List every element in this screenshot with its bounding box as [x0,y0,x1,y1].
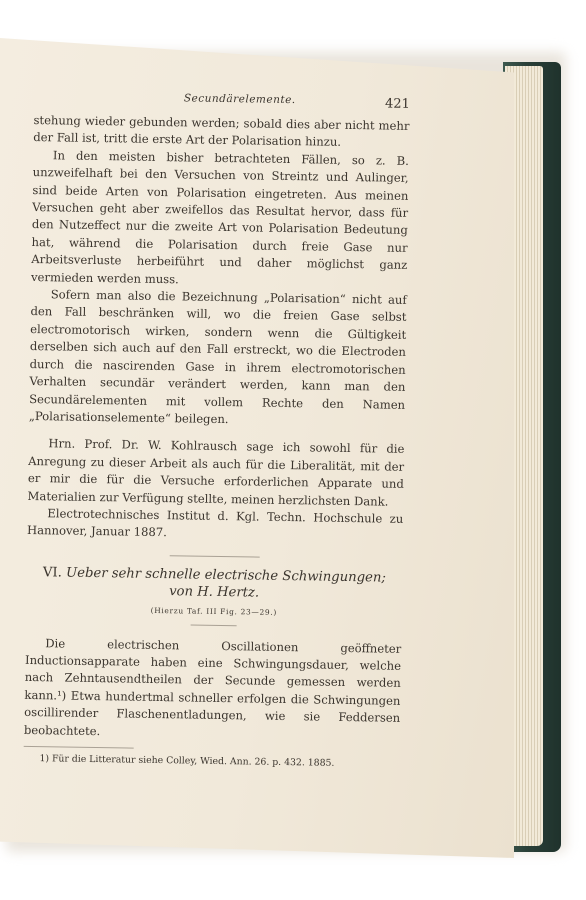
section-author: von H. Hertz. [169,583,260,601]
section-paragraph: Die electrischen Oscillationen geöffneter Inductionsapparate haben eine Schwingungsdauer, welche nach Zehntausendtheilen der Secunde gemessen werden kann.¹) Etwa hundertmal schneller erfolgen die Schwingungen oscillirender Flaschenentladungen, wie sie Feddersen beobachtete. [23,635,402,738]
section-subseparator [191,624,237,626]
running-head: Secundärelemente. [183,92,296,107]
paragraph-1: stehung wieder gebunden werden; sobald dies aber nicht mehr der Fall ist, tritt die erste Art der Polarisation hinzu. [33,112,410,150]
section-title-text: Ueber sehr schnelle electrische Schwingungen; [65,565,386,586]
section-number: VI. [42,564,63,581]
institution-line: Electrotechnisches Institut d. Kgl. Techn. Hochschule zu Hannover, Januar 1887. [26,506,404,540]
footnote-rule [24,746,134,749]
paragraph-3: Sofern man also die Bezeichnung „Polarisation“ nicht auf den Fall beschränken will, wo die freien Gase selbst electromotorisch wirken, sondern wenn die Gültigkeit derselben sich auch auf den Fall erstreckt, wo die Electroden durch die nascirenden Gase in ihrem electromotorischen Verhalten secundär verändert werden, kann man den Secundärelementen mit vollem Rechte den Namen „Polarisationselemente“ beilegen. [28,287,407,427]
section-reference: (Hierzu Taf. III Fig. 23—29.) [150,606,278,618]
section-separator [170,555,260,557]
page-number: 421 [384,96,410,112]
acknowledgement: Hrn. Prof. Dr. W. Kohlrausch sage ich sowohl für die Anregung zu dieser Arbeit als auch für die Liberalität, mit der er mir die für die Versuche erforderlichen Apparate und Materialien zur Verfügung stellte, meinen herzlichsten Dank. [27,436,405,509]
paragraph-2: In den meisten bisher betrachteten Fällen, so z. B. unzweifelhaft bei den Versuchen von Streintz und Aulinger, sind beide Arten von Polarisation eingetreten. Aus meinen Versuchen geht aber zweifellos das Resultat hervor, dass für den Nutzeffect nur die zweite Art von Polarisation Bedeutung hat, während die Polarisation durch freie Gase nur Arbeitsverluste herbeiführt und daher möglichst ganz vermieden werden muss. [30,148,410,286]
body-block [23,112,409,771]
footnote: 1) Für die Litteratur siehe Colley, Wied. Ann. 26. p. 432. 1885. [39,753,335,769]
